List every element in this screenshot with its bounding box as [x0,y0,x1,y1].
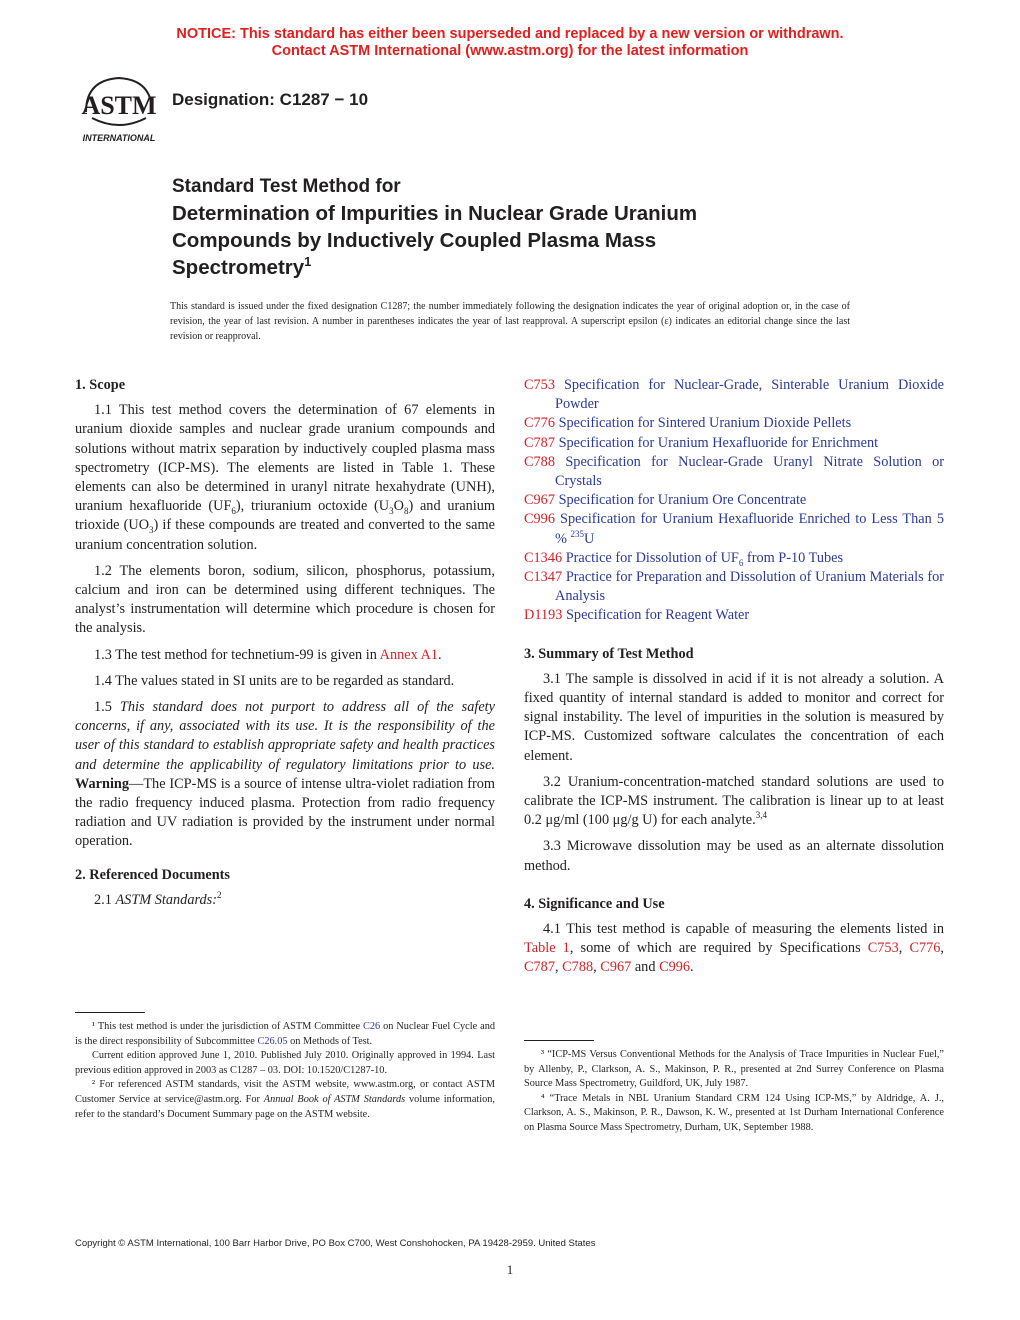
spec-link[interactable]: C787 [524,959,555,976]
title-line-3: Compounds by Inductively Coupled Plasma Mass [172,229,657,252]
ref-item[interactable] [524,568,944,606]
spec-link[interactable]: C776 [909,940,941,957]
left-column [75,376,495,917]
spec-link[interactable]: C788 [562,959,594,976]
p21-num: 2.1 [94,891,116,908]
ref-item[interactable] [524,491,944,510]
p11-sub-4: 3 [149,525,154,536]
fn1-text-a: ¹ This test method is under the jurisdiction of ASTM Committee [92,1021,363,1032]
title-line-2: Determination of Impurities in Nuclear Grade Uranium [172,202,698,225]
ref-title[interactable]: Specification for Uranium Ore Concentrate [558,492,807,509]
ref-title[interactable]: Specification for Nuclear-Grade Uranyl Nitrate Solution or Crystals [555,453,944,490]
ref-title-sup: 235 [570,528,584,539]
footnotes-left [75,1020,495,1122]
p41-end: . [690,959,694,976]
page-number: 1 [506,1262,514,1277]
p13-text: 1.3 The test method for technetium-99 is given in [94,646,380,663]
footnotes-right [524,1048,944,1136]
p11-sub-1: 6 [231,506,236,517]
ref-title-sub: 6 [738,557,744,568]
p41-and: and [631,959,660,976]
p11-sub-3: 8 [403,506,409,517]
p21-italic: ASTM Standards: [115,891,217,908]
p15-num: 1.5 [94,699,120,716]
document-title [172,174,812,281]
fn1-text-c: on Methods of Test. [287,1035,373,1047]
title-line-4-text: Spectrometry [172,256,305,279]
paragraph-1-4: 1.4 The values stated in SI units are to be regarded as standard. [94,672,455,689]
ref-code[interactable]: C788 [524,453,555,470]
p11-text-b: ), triuranium octoxide (U [235,498,390,515]
p21-sup: 2 [217,890,222,901]
p11-text-a: 1.1 This test method covers the determination of 67 elements in uranium dioxide samples and nuclear grade uranium compounds and solutions without matrix separation by inductively coupled plasma mass spectrometry (ICP-MS). The elements are listed in Table 1. These elements can also be determined in uranyl nitrate hexahydrate (UNH), uranium hexafluoride (UF [75,402,495,515]
referenced-standards-list [524,376,944,626]
ref-title[interactable]: Specification for Nuclear-Grade, Sinterable Uranium Dioxide Powder [555,377,945,413]
committee-c26-link[interactable]: C26 [363,1021,381,1032]
p32-sup: 3,4 [755,810,767,821]
p15-rest: —The ICP-MS is a source of intense ultra-violet radiation from the radio frequency induced plasma. Protection from radio frequency radiation and UV radiation is provided by the instrument under normal operation. [75,775,495,850]
logo-letters: ASTM [81,91,157,120]
spec-link[interactable]: C967 [600,959,632,976]
section-2-heading: 2. Referenced Documents [75,866,230,883]
ref-title-tail: from P-10 Tubes [743,549,844,566]
title-line-1: Standard Test Method for [172,176,401,197]
ref-title[interactable]: Specification for Sintered Uranium Dioxide Pellets [558,415,852,432]
ref-item[interactable] [524,453,944,491]
p41-text-b: , some of which are required by Specifications [569,940,868,957]
subcommittee-c2605-link[interactable]: C26.05 [257,1035,288,1047]
paragraph-4-1: 4.1 This test method is capable of measuring the elements listed in Table 1, some of which are required by Specifications C753, C776, C787, C788, C967 and C996. [524,921,944,976]
footnote-3: ³ “ICP-MS Versus Conventional Methods for the Analysis of Trace Impurities in Nuclear Fuel,” by Allenby, P., Clarkson, A. S., Makinson, P. R., presented at 2nd Surrey Conference on Plasma Source Mass Spectrometry, Guildford, UK, July 1987. [524,1049,944,1090]
ref-item[interactable] [524,606,944,625]
fn2-text-b: volume information, refer to the standard’s Document Summary page on the ASTM website. [75,1093,495,1120]
paragraph-3-1: 3.1 The sample is dissolved in acid if it is not already a solution. A fixed quantity of internal standard is added to monitor and correct for signal instability. The level of impurities in the solution is measured by ICP-MS. Customized software calculates the concentration of each element. [524,670,944,764]
ref-title[interactable] [566,550,843,566]
ref-code[interactable]: C1347 [524,569,563,586]
right-column [524,376,944,985]
p11-text-e: ) if these compounds are treated and converted to the same uranium concentration solution. [75,517,495,553]
ref-code[interactable]: D1193 [524,607,563,624]
p15-italic: This standard does not purport to address all of the safety concerns, if any, associated with its use. It is the responsibility of the user of this standard to establish appropriate safety and health practices and determine the applicability of regulatory limitations prior to use. [75,699,495,773]
notice-line-1: NOTICE: This standard has either been superseded and replaced by a new version or withdrawn. [176,26,844,42]
spec-link[interactable]: C996 [659,959,691,976]
annex-a1-link[interactable]: Annex A1 [379,646,438,663]
ref-item[interactable] [524,414,944,433]
section-3-heading: 3. Summary of Test Method [524,645,694,662]
ref-code[interactable]: C1346 [524,549,563,566]
p41-text-a: 4.1 This test method is capable of measuring the elements listed in [543,921,944,938]
footnote-1 [75,1020,495,1049]
logo-caption: INTERNATIONAL [82,133,156,143]
notice-line-2: Contact ASTM International (www.astm.org) for the latest information [271,43,749,59]
p13-end: . [438,646,442,663]
fn2-text-a: ² For referenced ASTM standards, visit the ASTM website, www.astm.org, or contact ASTM Customer Service at service@astm.org. For [75,1079,495,1105]
spec-link[interactable]: C753 [867,940,899,957]
ref-code[interactable]: C996 [524,511,555,528]
ref-title-text: Specification for Uranium Hexafluoride Enriched to Less Than 5 % [555,511,944,547]
fn2-italic: Annual Book of ASTM Standards [263,1093,406,1105]
ref-title[interactable]: Specification for Uranium Hexafluoride for Enrichment [558,434,879,451]
p11-text-c: O [393,498,404,515]
footnote-2 [75,1078,495,1122]
ref-title[interactable]: Practice for Preparation and Dissolution of Uranium Materials for Analysis [555,569,945,605]
paragraph-3-2 [524,773,944,831]
section-4-heading: 4. Significance and Use [524,895,665,912]
paragraph-1-3 [75,646,495,665]
astm-logo [74,72,164,146]
footnote-rule-right [524,1040,594,1041]
footnote-rule-left [75,1012,145,1013]
paragraph-1-5 [75,698,495,852]
ref-title-text: Practice for Dissolution of UF [565,549,739,566]
section-1-heading: 1. Scope [75,377,126,393]
ref-item[interactable] [524,549,944,568]
title-footnote-mark: 1 [304,254,312,270]
paragraph-1-1 [75,401,495,555]
issue-note: This standard is issued under the fixed designation C1287; the number immediately following the designation indicates the year of original adoption or, in the case of revision, the year of last revision. A number in parentheses indicates the year of last reapproval. A superscript epsilon (ε) indicates an editorial change since the last revision or reapproval. [170,301,850,342]
p32-text: 3.2 Uranium-concentration-matched standard solutions are used to calibrate the ICP-MS instrument. The calibration is linear up to at least 0.2 μg/ml (100 μg/g U) for each analyte. [524,773,944,829]
ref-code[interactable]: C967 [524,492,555,509]
p11-sub-2: 3 [389,506,394,517]
ref-item[interactable] [524,510,944,548]
withdrawn-notice [0,26,1020,60]
paragraph-3-3: 3.3 Microwave dissolution may be used as an alternate dissolution method. [524,838,944,874]
table-1-link[interactable]: Table 1 [524,940,570,957]
p11-text-d: ) and uranium trioxide (UO [75,498,495,534]
ref-title-tail: U [584,530,595,547]
ref-item[interactable] [524,376,944,414]
ref-code[interactable]: C776 [524,415,555,432]
ref-title[interactable] [555,511,944,546]
title-line-4 [172,254,812,281]
footnote-4: ⁴ “Trace Metals in NBL Uranium Standard CRM 124 Using ICP-MS,” by Aldridge, A. J., Clarkson, A. S., Makinson, P. R., Dawson, K. W., presented at 1st Durham International Conference on Plasma Source Mass Spectrometry, Durham, UK, September 1988. [524,1092,944,1133]
ref-code[interactable]: C787 [524,434,555,451]
ref-title[interactable]: Specification for Reagent Water [565,607,750,624]
p15-warning: Warning [75,775,130,792]
ref-item[interactable] [524,434,944,453]
designation: Designation: C1287 − 10 [172,90,369,109]
footnote-1-edition: Current edition approved June 1, 2010. Published July 2010. Originally approved in 1994. Last previous edition approved in 2003 as C1287 – 03. DOI: 10.1520/C1287-10. [75,1050,495,1076]
fn1-text-b: on Nuclear Fuel Cycle and is the direct responsibility of Subcommittee [75,1021,495,1047]
paragraph-2-1 [75,891,495,910]
ref-code[interactable]: C753 [524,377,555,393]
copyright-line: Copyright © ASTM International, 100 Barr Harbor Drive, PO Box C700, West Conshohocken, PA 19428-2959. United States [75,1238,596,1249]
paragraph-1-2: 1.2 The elements boron, sodium, silicon, phosphorus, potassium, calcium and iron can be determined using different techniques. The analyst’s instrumentation will determine which procedure is chosen for the analysis. [75,562,495,637]
